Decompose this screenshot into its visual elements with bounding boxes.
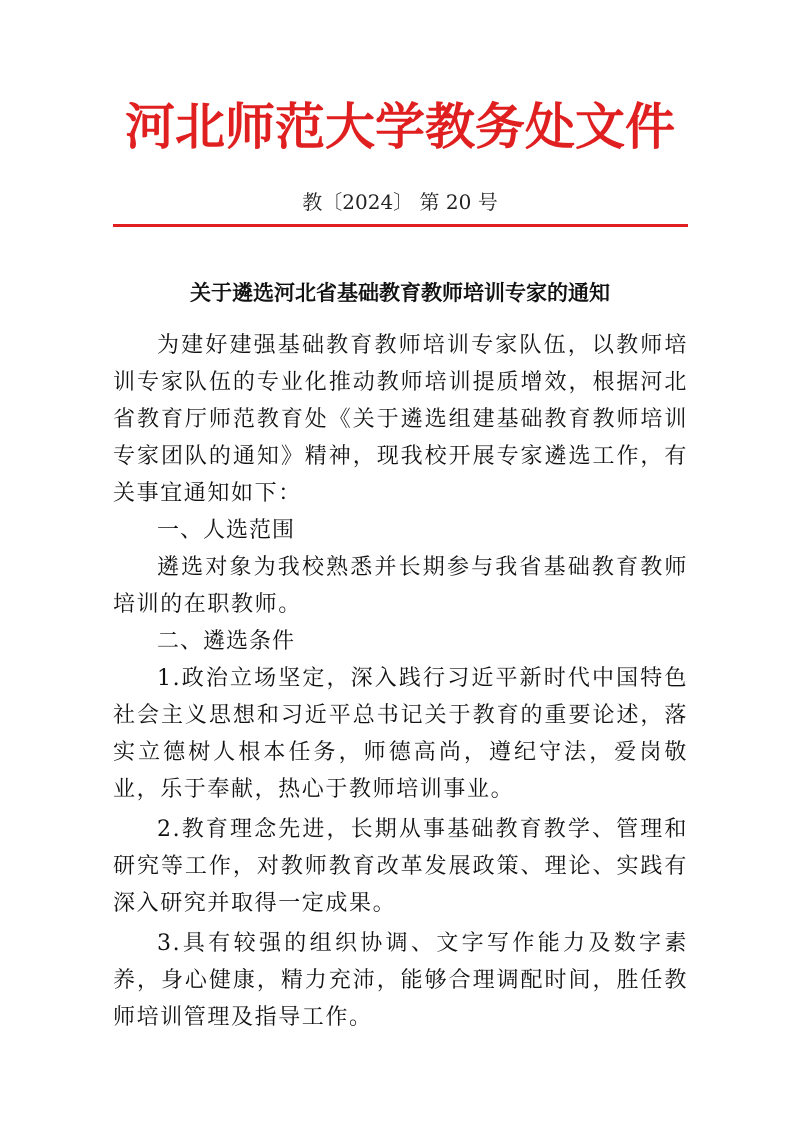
section-heading-scope: 一、人选范围 xyxy=(157,518,296,543)
intro-paragraph: 为建好建强基础教育教师培训专家队伍，以教师培训专家队伍的专业化推动教师培训提质增效，根据河北省教育厅师范教育处《关于遴选组建基础教育教师培训专家团队的通知》精神，现我校开展专家遴选工作，有关事宜通知如下： xyxy=(113,333,688,506)
condition-paragraph-1: 1.政治立场坚定，深入践行习近平新时代中国特色社会主义思想和习近平总书记关于教育的重要论述，落实立德树人根本任务，师德高尚，遵纪守法，爱岗敬业，乐于奉献，热心于教师培训事业。 xyxy=(113,666,688,802)
condition-paragraph-3: 3.具有较强的组织协调、文字写作能力及数字素养，身心健康，精力充沛，能够合理调配时间，胜任教师培训管理及指导工作。 xyxy=(113,931,688,1030)
section-heading-conditions: 二、遴选条件 xyxy=(157,629,296,654)
document-header-title: 河北师范大学教务处文件 xyxy=(125,97,675,156)
condition-paragraph-2: 2.教育理念先进，长期从事基础教育教学、管理和研究等工作，对教师教育改革发展政策、理论、实践有深入研究并取得一定成果。 xyxy=(113,817,688,916)
header-divider xyxy=(113,224,688,227)
document-number: 教〔2024〕 第 20 号 xyxy=(302,190,498,214)
notice-body xyxy=(113,327,688,1036)
scope-paragraph: 遴选对象为我校熟悉并长期参与我省基础教育教师培训的在职教师。 xyxy=(113,555,688,617)
notice-title: 关于遴选河北省基础教育教师培训专家的通知 xyxy=(190,281,610,305)
